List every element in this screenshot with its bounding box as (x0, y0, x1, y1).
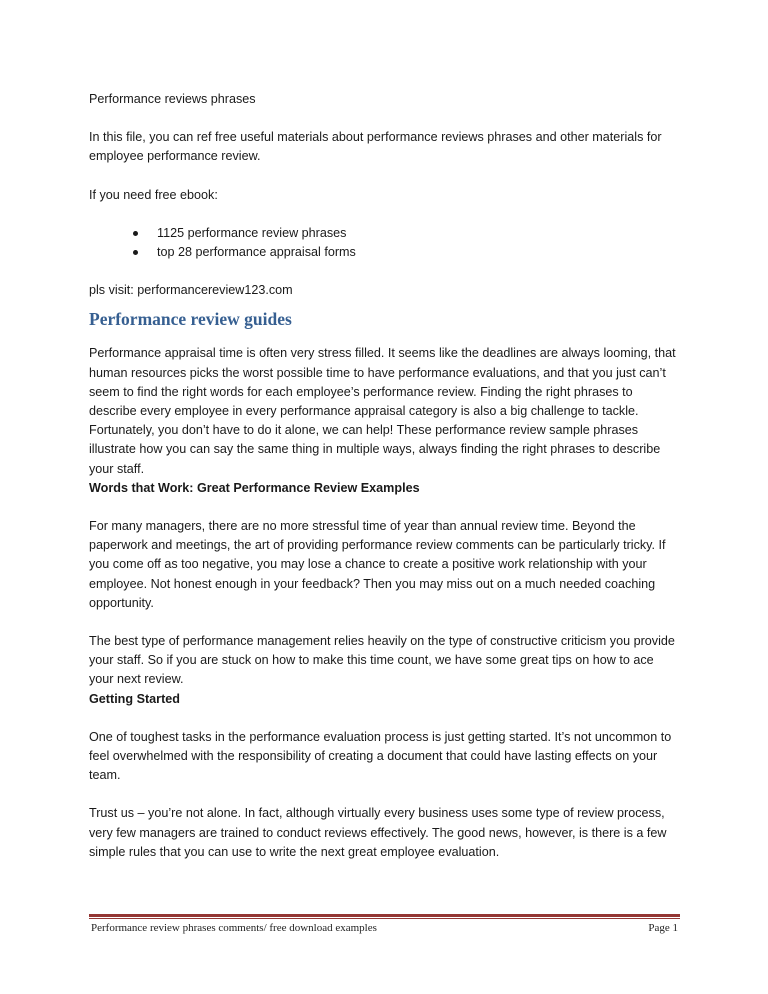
paragraph-5: Trust us – you’re not alone. In fact, although virtually every business uses some type of review process, very few managers are trained to conduct reviews effectively. The good news, however, is there is a few simple rules that you can use to write the next great employee evaluation. (89, 806, 667, 859)
list-item (129, 224, 679, 243)
paragraph-1: Performance appraisal time is often very stress filled. It seems like the deadlines are always looming, that human resources picks the worst possible time to have performance evaluations, and that you just can’t seem to find the right words for each employee’s performance review. Finding the right phrases to describe every employee in every performance appraisal category is also a big challenge to tackle. Fortunately, you don’t have to do it alone, we can help! These performance review sample phrases illustrate how you can say the same thing in multiple ways, always finding the right phrases to describe your staff. (89, 346, 676, 476)
list-item-label: top 28 performance appraisal forms (157, 245, 356, 260)
list-item-label: 1125 performance review phrases (157, 225, 347, 240)
subheading-words-that-work: Words that Work: Great Performance Review Examples (89, 480, 420, 495)
ebook-prompt: If you need free ebook: (89, 187, 218, 202)
footer-rule-thick (89, 914, 680, 917)
page-content (89, 90, 679, 862)
intro-paragraph: In this file, you can ref free useful materials about performance reviews phrases and other materials for employee performance review. (89, 130, 662, 164)
bullet-icon (133, 250, 138, 255)
ebook-list (89, 224, 679, 262)
page-footer (89, 922, 680, 938)
bullet-icon (133, 231, 138, 236)
title-line: Performance reviews phrases (89, 92, 256, 106)
footer-rule-thin (89, 918, 680, 919)
paragraph-4: One of toughest tasks in the performance evaluation process is just getting started. It’s not uncommon to feel overwhelmed with the responsibility of creating a document that could have lasting effects on your team. (89, 729, 672, 783)
visit-line: pls visit: performancereview123.com (89, 283, 293, 298)
footer-title: Performance review phrases comments/ free download examples (91, 922, 377, 934)
paragraph-2: For many managers, there are no more stressful time of year than annual review time. Beyond the paperwork and meetings, the art of providing performance review comments can be particularly tricky. If you come off as too negative, you may lose a chance to create a positive work relationship with your employee. Not honest enough in your feedback? Then you may miss out on a much needed coaching opportunity. (89, 519, 666, 610)
list-item (129, 243, 679, 262)
paragraph-3: The best type of performance management relies heavily on the type of constructive criticism you provide your staff. So if you are stuck on how to make this time count, we have some great tips on how to ace your next review. (89, 634, 675, 687)
section-heading: Performance review guides (89, 309, 292, 330)
page-number: Page 1 (648, 922, 678, 934)
subheading-getting-started: Getting Started (89, 691, 180, 706)
